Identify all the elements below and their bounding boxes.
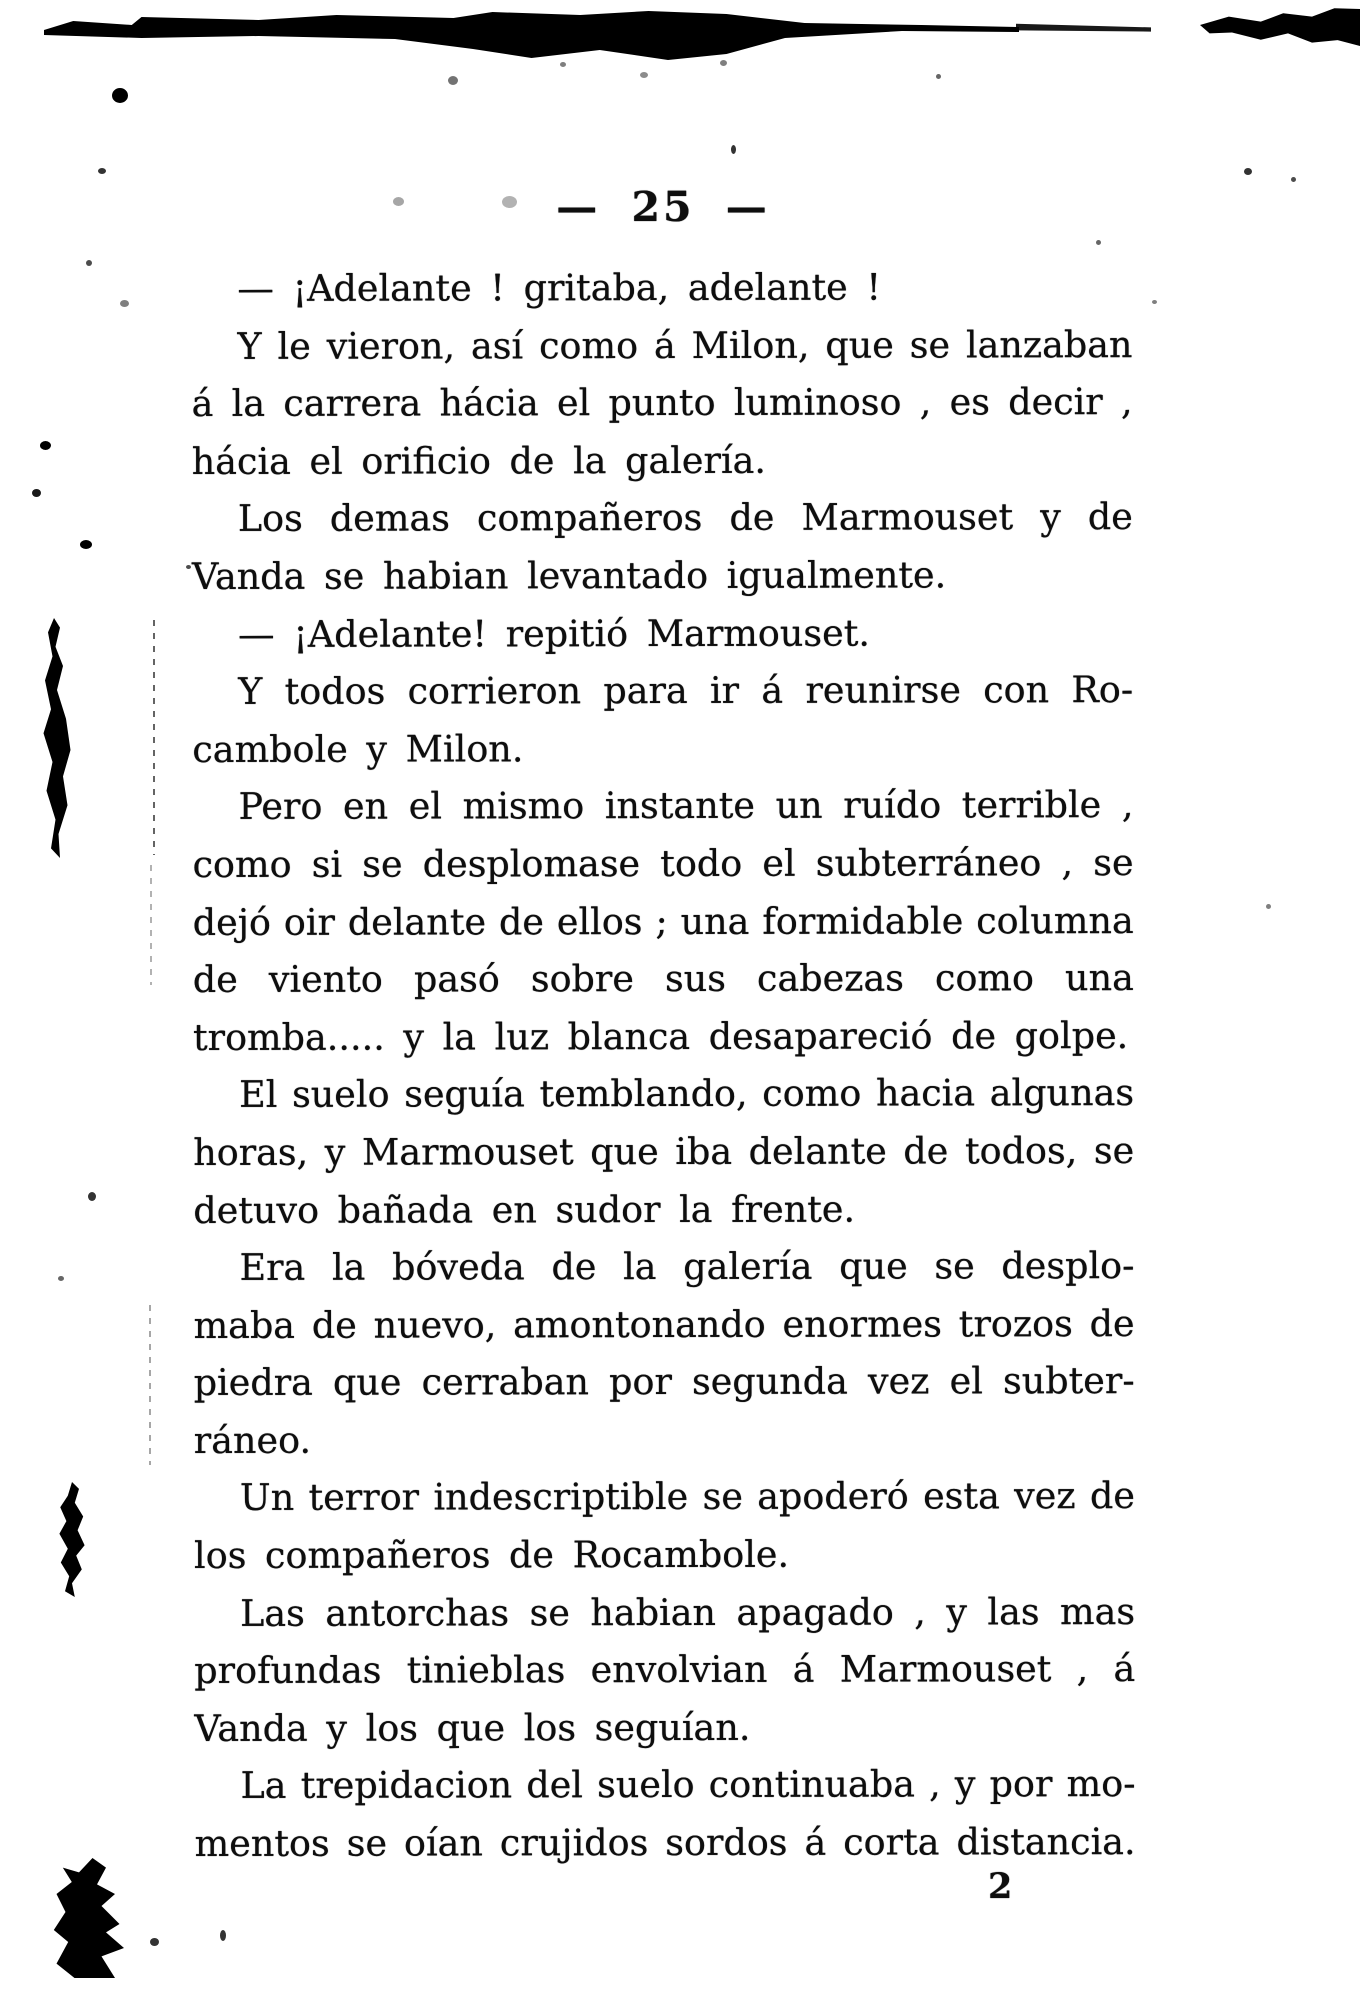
text-line: de viento pasó sobre sus cabezas como una: [192, 956, 1134, 1002]
ink-speck: [560, 62, 566, 67]
text-line: piedra que cerraban por segunda vez el subter-: [193, 1359, 1135, 1405]
text-line: mentos se oían crujidos sordos á corta distancia.: [194, 1820, 1136, 1866]
text-line: horas, y Marmouset que iba delante de todos, se: [193, 1128, 1135, 1174]
text-line: profundas tinieblas envolvian á Marmouset , á: [194, 1647, 1136, 1693]
ink-speck: [80, 540, 92, 549]
text-line: Vanda y los que los seguían.: [194, 1705, 751, 1750]
ink-speck: [88, 1192, 96, 1201]
text-line: maba de nuevo, amontonando enormes trozos de: [193, 1301, 1135, 1347]
ink-speck: [112, 88, 128, 103]
ink-speck: [120, 300, 129, 307]
text-line: á la carrera hácia el punto luminoso , es decir ,: [191, 380, 1133, 426]
ink-speck: [1096, 240, 1101, 245]
scan-edge-shadow-top-tail: [1016, 22, 1151, 34]
ink-speck: [1291, 177, 1296, 182]
text-line: — ¡Adelante! repitió Marmouset.: [238, 611, 870, 656]
body-text: [191, 258, 1135, 1873]
text-line: los compañeros de Rocambole.: [193, 1532, 790, 1578]
scan-edge-shadow-top-right: [1200, 4, 1360, 46]
ink-speck: [640, 72, 648, 78]
ink-speck: [731, 145, 736, 154]
ink-speck: [86, 260, 92, 266]
text-line: hácia el orificio de la galería.: [191, 438, 767, 483]
ink-speck: [1244, 168, 1252, 175]
ink-speck: [98, 168, 106, 174]
text-line: ráneo.: [193, 1418, 312, 1462]
text-line: Pero en el mismo instante un ruído terrible ,: [238, 783, 1134, 829]
ink-speck: [448, 76, 458, 85]
text-line: Los demas compañeros de Marmouset y de: [237, 495, 1133, 541]
ink-speck: [186, 565, 191, 569]
ink-speck: [40, 441, 51, 450]
text-line: Un terror indescriptible se apoderó esta vez de: [239, 1474, 1135, 1520]
text-line: El suelo seguía temblando, como hacia algunas: [239, 1071, 1135, 1117]
text-line: Era la bóveda de la galería que se desplo-: [239, 1244, 1135, 1289]
text-line: dejó oir delante de ellos ; una formidable columna: [192, 898, 1134, 944]
ink-blot-bottom-left: [52, 1858, 142, 1978]
text-line: — ¡Adelante ! gritaba, adelante !: [237, 265, 882, 310]
page-header-number: — 25 —: [556, 183, 770, 231]
scan-edge-shadow-top: [44, 10, 1019, 60]
scan-fold-line: [153, 620, 155, 855]
ink-speck: [58, 1276, 64, 1281]
ink-speck: [1266, 904, 1271, 909]
ink-streak-left-margin: [42, 618, 72, 858]
text-line: Las antorchas se habian apagado , y las mas: [240, 1589, 1136, 1635]
scan-fold-line: [149, 1305, 151, 1465]
ink-speck: [150, 1938, 159, 1946]
text-line: como si se desplomase todo el subterráneo , se: [192, 840, 1134, 886]
text-line: Y le vieron, así como á Milon, que se lanzaban: [237, 322, 1133, 368]
ink-speck: [1152, 300, 1157, 304]
sheet-number: 2: [988, 1866, 1013, 1907]
ink-blot-left-margin: [58, 1482, 86, 1597]
ink-speck: [220, 1930, 226, 1941]
text-line: tromba..... y la luz blanca desapareció de golpe.: [192, 1013, 1129, 1059]
text-line: Y todos corrieron para ir á reunirse con Ro-: [238, 668, 1134, 714]
text-line: Vanda se habian levantado igualmente.: [191, 553, 947, 598]
scan-fold-line: [150, 865, 152, 985]
text-line: cambole y Milon.: [192, 727, 524, 771]
ink-speck: [720, 60, 727, 66]
ink-speck: [936, 74, 941, 79]
text-line: detuvo bañada en sudor la frente.: [193, 1187, 856, 1232]
ink-speck: [32, 489, 41, 497]
text-line: La trepidacion del suelo continuaba , y por mo-: [240, 1762, 1136, 1808]
